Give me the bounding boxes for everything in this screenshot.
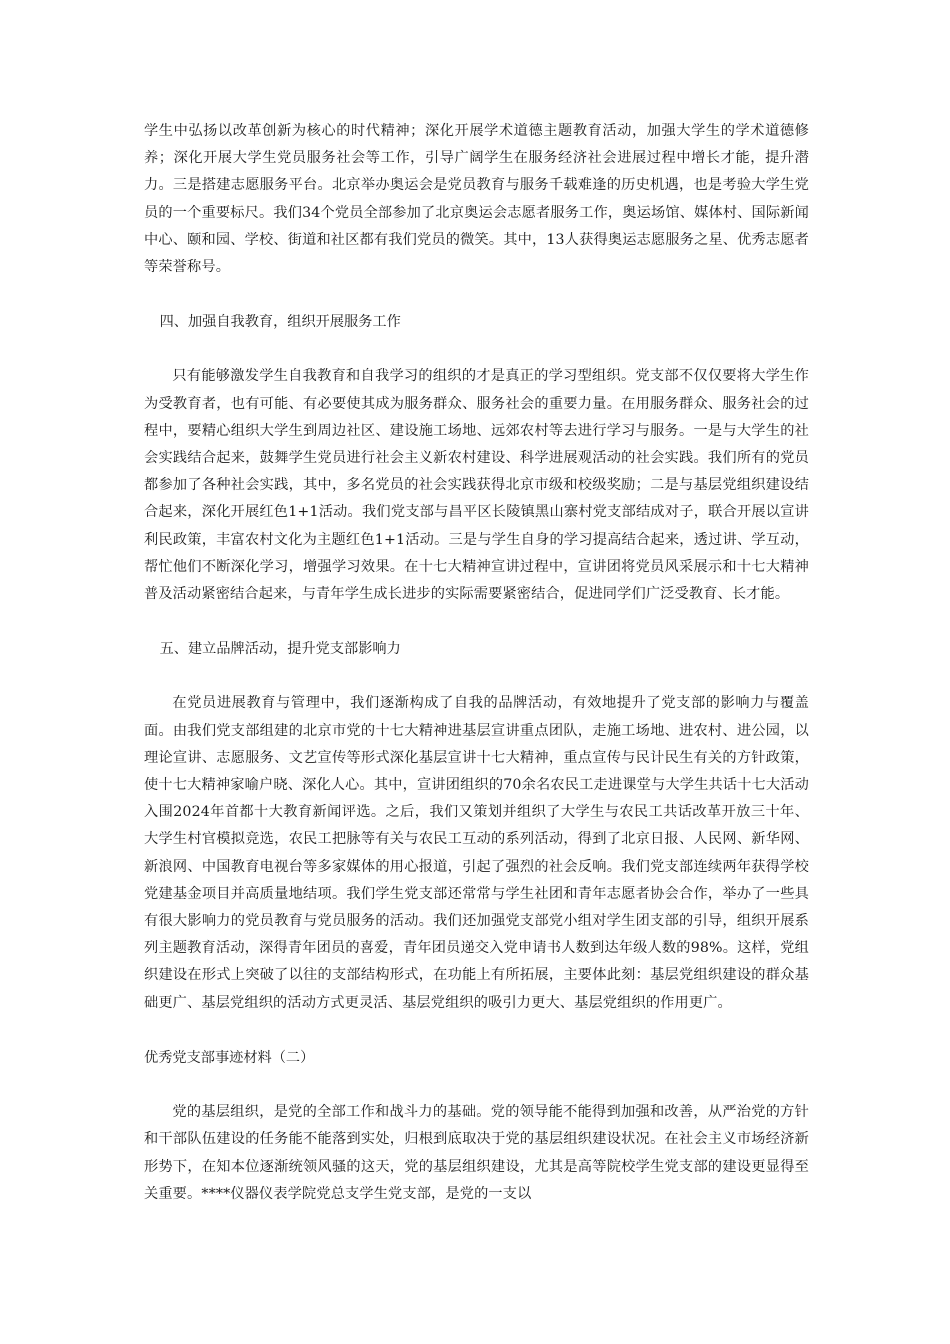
- paragraph-grassroots-organization: 党的基层组织，是党的全部工作和战斗力的基础。党的领导能不能得到加强和改善，从严治党的方针和干部队伍建设的任务能不能落到实处，归根到底取决于党的基层组织建设状况。在社会主义市场经济新形势下，在知本位逐渐统领风骚的这天，党的基层组织建设，尤其是高等院校学生党支部的建设更显得至关重要。****仪器仪表学院党总支学生党支部，是党的一支以: [144, 1104, 809, 1202]
- spacer: [144, 663, 809, 690]
- paragraph-brand-activities: 在党员进展教育与管理中，我们逐渐构成了自我的品牌活动，有效地提升了党支部的影响力与覆盖面。由我们党支部组建的北京市党的十七大精神进基层宣讲重点团队，走施工场地、进农村、进公园，以理论宣讲、志愿服务、文艺宣传等形式深化基层宣讲十七大精神，重点宣传与民计民生有关的方针政策，使十七大精神家喻户晓、深化人心。其中，宣讲团组织的70余名农民工走进课堂与大学生共话十七大活动入围2024年首都十大教育新闻评选。之后，我们又策划并组织了大学生与农民工共话改革开放三十年、大学生村官模拟竞选，农民工把脉等有关与农民工互动的系列活动，得到了北京日报、人民网、新华网、新浪网、中国教育电视台等多家媒体的用心报道，引起了强烈的社会反响。我们党支部连续两年获得学校党建基金项目并高质量地结项。我们学生党支部还常常与学生社团和青年志愿者协会合作，举办了一些具有很大影响力的党员教育与党员服务的活动。我们还加强党支部党小组对学生团支部的引导，组织开展系列主题教育活动，深得青年团员的喜爱，青年团员递交入党申请书人数到达年级人数的98%。这样，党组织建设在形式上突破了以往的支部结构形式，在功能上有所拓展，主要体此刻：基层党组织建设的群众基础更广、基层党组织的活动方式更灵活、基层党组织的吸引力更大、基层党组织的作用更广。: [144, 695, 809, 1011]
- document-subtitle: 优秀党支部事迹材料（二）: [144, 1049, 315, 1066]
- spacer: [144, 1072, 809, 1099]
- spacer: [144, 281, 809, 309]
- section-heading-5: 五、建立品牌活动，提升党支部影响力: [159, 641, 401, 658]
- paragraph-volunteer-service: 学生中弘扬以改革创新为核心的时代精神；深化开展学术道德主题教育活动，加强大学生的学术道德修养；深化开展大学生党员服务社会等工作，引导广阔学生在服务经济社会进展过程中增长才能，提升潜力。三是搭建志愿服务平台。北京举办奥运会是党员教育与服务千载难逢的历史机遇，也是考验大学生党员的一个重要标尺。我们34个党员全部参加了北京奥运会志愿者服务工作，奥运场馆、媒体村、国际新闻中心、颐和园、学校、街道和社区都有我们党员的微笑。其中，13人获得奥运志愿服务之星、优秀志愿者等荣誉称号。: [144, 123, 809, 276]
- document-page: [144, 118, 809, 1208]
- spacer: [144, 608, 809, 636]
- section-heading-4: 四、加强自我教育，组织开展服务工作: [159, 314, 401, 331]
- spacer: [144, 336, 809, 363]
- spacer: [144, 1017, 809, 1045]
- paragraph-self-education: 只有能够激发学生自我教育和自我学习的组织的才是真正的学习型组织。党支部不仅仅要将大学生作为受教育者，也有可能、有必要使其成为服务群众、服务社会的重要力量。在用服务群众、服务社会的过程中，要精心组织大学生到周边社区、建设施工场地、远郊农村等去进行学习与服务。一是与大学生的社会实践结合起来，鼓舞学生党员进行社会主义新农村建设、科学进展观活动的社会实践。我们所有的党员都参加了各种社会实践，其中，多名党员的社会实践获得北京市级和校级奖励；二是与基层党组织建设结合起来，深化开展红色1+1活动。我们党支部与昌平区长陵镇黑山寨村党支部结成对子，联合开展以宣讲利民政策，丰富农村文化为主题红色1+1活动。三是与学生自身的学习提高结合起来，透过讲、学互动，帮忙他们不断深化学习，增强学习效果。在十七大精神宣讲过程中，宣讲团将党员风采展示和十七大精神普及活动紧密结合起来，与青年学生成长进步的实际需要紧密结合，促进同学们广泛受教育、长才能。: [144, 368, 809, 603]
